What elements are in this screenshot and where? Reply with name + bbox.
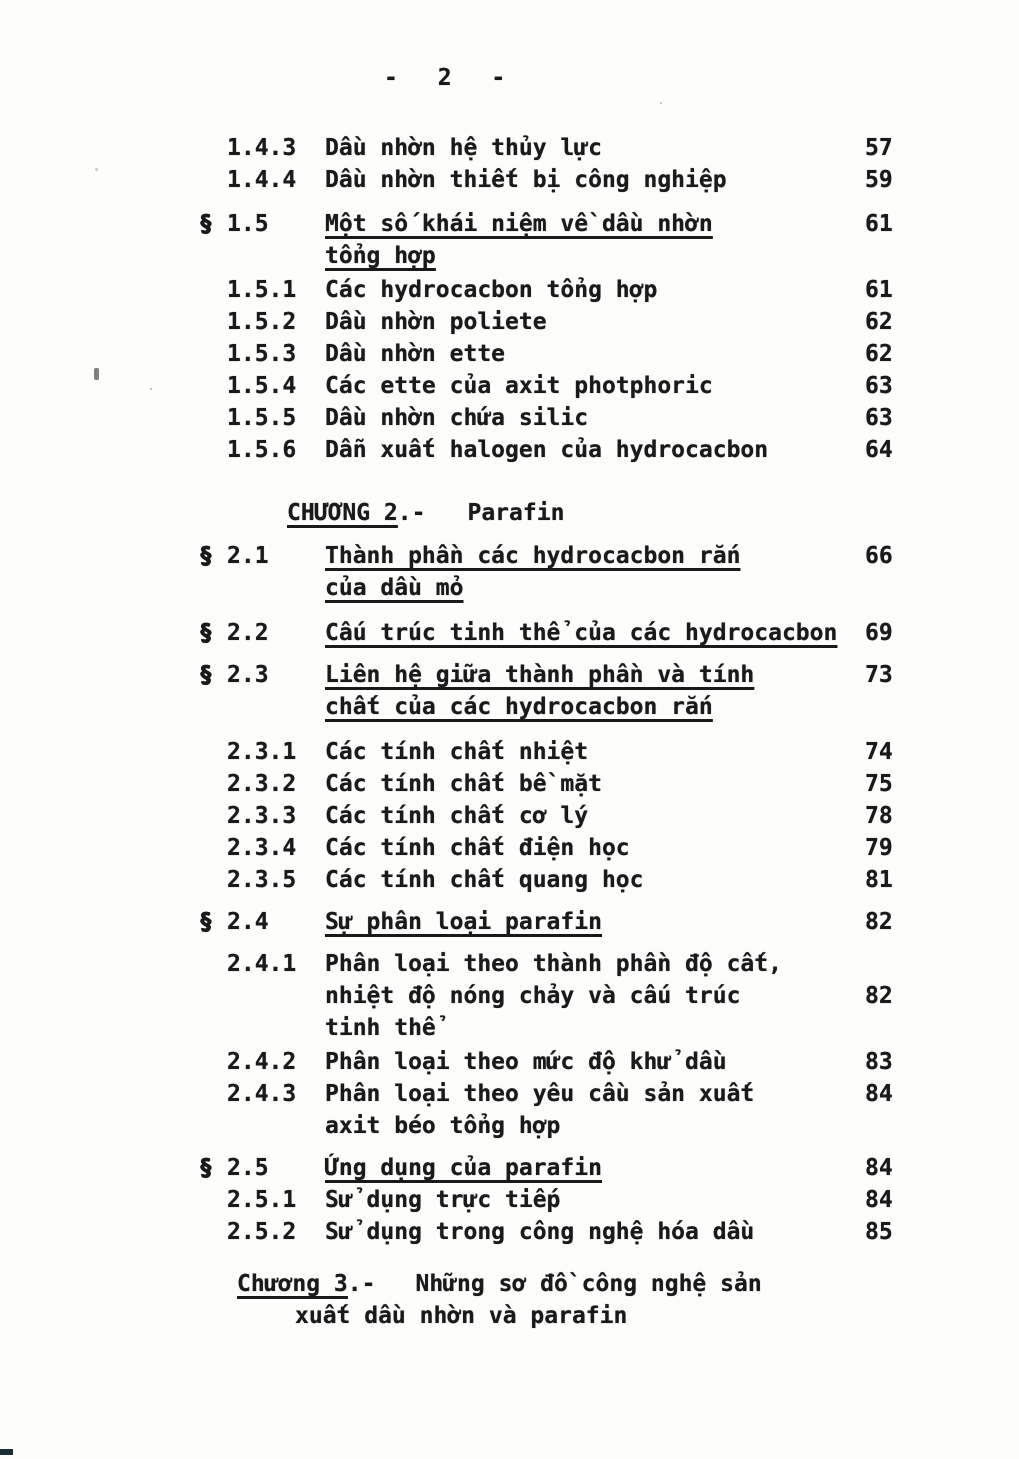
entry-title: tinh thể <box>325 1015 436 1041</box>
toc-line <box>199 1152 1019 1184</box>
toc-line-continuation <box>199 980 1019 1012</box>
entry-title: Thành phần các hydrocacbon rắn <box>325 543 741 569</box>
entry-page: 66 <box>865 543 893 569</box>
entry-page: 59 <box>865 167 893 193</box>
entry-title: Các hydrocacbon tổng hợp <box>325 277 658 303</box>
chapter-label-suffix: .- <box>397 500 426 526</box>
chapter-title: Những sơ đồ công nghệ sản <box>415 1271 762 1297</box>
entry-number: 1.4.4 <box>227 167 297 193</box>
toc-line-continuation <box>199 572 1019 604</box>
toc-line <box>199 832 1019 864</box>
entry-page: 75 <box>865 771 893 797</box>
toc-line <box>199 1046 1019 1078</box>
entry-number: 2.5.1 <box>227 1187 297 1213</box>
entry-title: Các ette của axit photphoric <box>325 373 713 399</box>
entry-page: 82 <box>865 909 893 935</box>
toc-line-continuation <box>199 1110 1019 1142</box>
toc-line-continuation <box>199 1012 1019 1044</box>
toc-line-continuation <box>199 691 1019 723</box>
entry-title: Sự phân loại parafin <box>325 909 602 935</box>
entry-title: Phân loại theo thành phần độ cất, <box>325 951 782 977</box>
entry-number: 1.4.3 <box>227 135 297 161</box>
entry-title: Một số khái niệm về dầu nhờn <box>325 211 713 237</box>
entry-title: Dầu nhờn chứa silic <box>325 405 589 431</box>
entry-page: 83 <box>865 1049 893 1075</box>
chapter-label: Chương 3 <box>237 1271 348 1297</box>
entry-number: 2.3.3 <box>227 803 297 829</box>
scan-speck <box>150 388 152 390</box>
section-symbol: § <box>199 543 213 569</box>
entry-number: 1.5.5 <box>227 405 297 431</box>
entry-title: Liên hệ giữa thành phần và tính <box>325 662 755 688</box>
chapter-label: CHƯƠNG 2 <box>287 500 398 526</box>
entry-page: 61 <box>865 211 893 237</box>
entry-title: của dầu mỏ <box>325 575 464 601</box>
scan-speck <box>94 368 99 380</box>
entry-number: 2.3.2 <box>227 771 297 797</box>
entry-page: 79 <box>865 835 893 861</box>
entry-number: 2.4.2 <box>227 1049 297 1075</box>
entry-page: 81 <box>865 867 893 893</box>
entry-number: 2.4.3 <box>227 1081 297 1107</box>
scan-speck <box>0 1449 13 1455</box>
entry-number: 2.4 <box>227 909 269 935</box>
entry-number: 2.1 <box>227 543 269 569</box>
entry-title: Phân loại theo yêu cầu sản xuất <box>325 1081 755 1107</box>
entry-number: 2.3.1 <box>227 739 297 765</box>
entry-title: Ứng dụng của parafin <box>325 1155 602 1181</box>
toc-line <box>199 306 1019 338</box>
entry-title: Dầu nhờn thiết bị công nghiệp <box>325 167 727 193</box>
entry-number: 1.5.4 <box>227 373 297 399</box>
entry-number: 2.5.2 <box>227 1219 297 1245</box>
entry-page: 84 <box>865 1187 893 1213</box>
page-number: - 2 - <box>384 65 519 91</box>
entry-page: 78 <box>865 803 893 829</box>
toc-line <box>199 736 1019 768</box>
entry-title: Dẫn xuất halogen của hydrocacbon <box>325 437 769 463</box>
entry-title: chất của các hydrocacbon rắn <box>325 694 713 720</box>
chapter-heading-continuation <box>199 1300 1019 1332</box>
toc-line <box>199 1184 1019 1216</box>
entry-page: 69 <box>865 620 893 646</box>
toc-line <box>199 659 1019 691</box>
toc-line <box>199 434 1019 466</box>
toc-line <box>199 338 1019 370</box>
toc-line <box>199 274 1019 306</box>
entry-title: nhiệt độ nóng chảy và cấu trúc <box>325 983 741 1009</box>
section-symbol: § <box>199 1155 213 1181</box>
entry-number: 2.3 <box>227 662 269 688</box>
toc-line <box>199 948 1019 980</box>
entry-number: 2.5 <box>227 1155 269 1181</box>
entry-page: 64 <box>865 437 893 463</box>
entry-number: 2.2 <box>227 620 269 646</box>
entry-title: Các tính chất nhiệt <box>325 739 589 765</box>
entry-title: Các tính chất điện học <box>325 835 630 861</box>
entry-title: Các tính chất bề mặt <box>325 771 602 797</box>
entry-title: axit béo tổng hợp <box>325 1113 561 1139</box>
toc-line <box>199 540 1019 572</box>
entry-title: Các tính chất quang học <box>325 867 644 893</box>
entry-title: Dầu nhờn hệ thủy lực <box>325 135 602 161</box>
entry-number: 1.5.1 <box>227 277 297 303</box>
entry-page: 62 <box>865 341 893 367</box>
entry-page: 63 <box>865 405 893 431</box>
toc-line <box>199 768 1019 800</box>
chapter-title: xuất dầu nhờn và parafin <box>295 1303 628 1329</box>
entry-number: 1.5.3 <box>227 341 297 367</box>
toc-line <box>199 617 1019 649</box>
entry-number: 1.5.6 <box>227 437 297 463</box>
entry-title: Các tính chất cơ lý <box>325 803 589 829</box>
toc-line <box>199 370 1019 402</box>
scan-speck <box>660 102 662 104</box>
entry-page: 61 <box>865 277 893 303</box>
toc-line <box>199 800 1019 832</box>
entry-page: 74 <box>865 739 893 765</box>
entry-page: 57 <box>865 135 893 161</box>
toc-line <box>199 906 1019 938</box>
entry-title: Sử dụng trực tiếp <box>325 1187 561 1213</box>
toc-line <box>199 402 1019 434</box>
entry-number: 1.5.2 <box>227 309 297 335</box>
entry-page: 82 <box>865 983 893 1009</box>
chapter-heading <box>199 497 1019 529</box>
section-symbol: § <box>199 662 213 688</box>
entry-number: 2.3.5 <box>227 867 297 893</box>
entry-title: tổng hợp <box>325 243 436 269</box>
chapter-label-suffix: .- <box>347 1271 376 1297</box>
toc-line <box>199 164 1019 196</box>
entry-title: Phân loại theo mức độ khử dầu <box>325 1049 727 1075</box>
entry-page: 63 <box>865 373 893 399</box>
toc-line <box>199 132 1019 164</box>
entry-number: 2.3.4 <box>227 835 297 861</box>
entry-title: Dầu nhờn ette <box>325 341 506 367</box>
entry-number: 2.4.1 <box>227 951 297 977</box>
entry-page: 62 <box>865 309 893 335</box>
toc-line <box>199 1216 1019 1248</box>
entry-page: 85 <box>865 1219 893 1245</box>
entry-title: Sử dụng trong công nghệ hóa dầu <box>325 1219 755 1245</box>
chapter-title: Parafin <box>467 500 565 526</box>
entry-page: 73 <box>865 662 893 688</box>
section-symbol: § <box>199 620 213 646</box>
section-symbol: § <box>199 211 213 237</box>
table-of-contents <box>0 132 1019 1332</box>
entry-title: Dầu nhờn poliete <box>325 309 547 335</box>
entry-title: Cấu trúc tinh thể của các hydrocacbon <box>325 620 838 646</box>
section-symbol: § <box>199 909 213 935</box>
entry-number: 1.5 <box>227 211 269 237</box>
toc-line-continuation <box>199 240 1019 272</box>
toc-line <box>199 208 1019 240</box>
toc-line <box>199 864 1019 896</box>
entry-page: 84 <box>865 1081 893 1107</box>
scan-speck <box>95 168 98 171</box>
entry-page: 84 <box>865 1155 893 1181</box>
chapter-heading <box>199 1268 1019 1300</box>
toc-line <box>199 1078 1019 1110</box>
